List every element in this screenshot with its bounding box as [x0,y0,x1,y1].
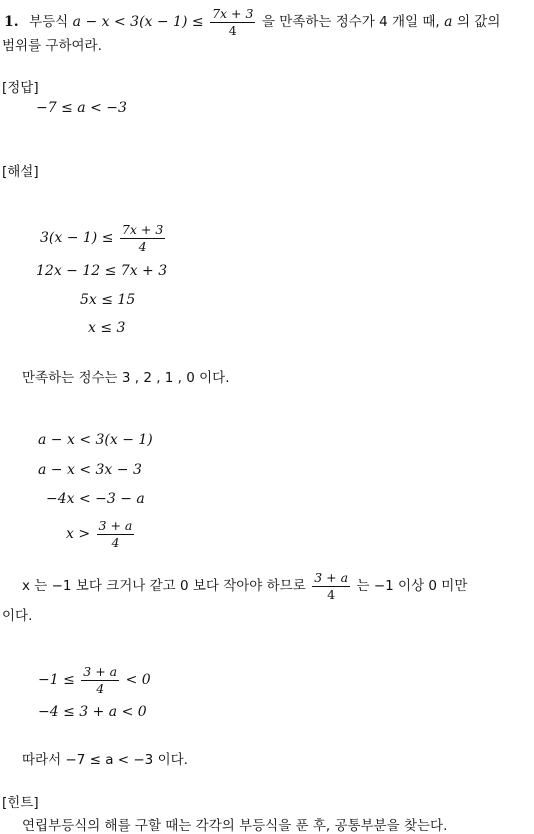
problem-line-2: 범위를 구하여라. [2,38,102,54]
solution-block3-line1 [38,660,151,700]
block3-line1-lhs: −1 ≤ [38,672,75,688]
block3-line1-rhs: < 0 [125,672,151,688]
condition-part2: 는 −1 이상 0 미만 [356,578,468,594]
block2-line4-frac-den: 4 [111,534,120,550]
problem-frac-den: 4 [228,22,237,38]
problem-inequality: a − x < 3(x − 1) ≤ [72,14,204,30]
solution-block2-line4 [66,514,136,554]
solution-block2-line2: a − x < 3x − 3 [38,462,142,478]
conclusion: 따라서 −7 ≤ a < −3 이다. [22,752,188,768]
condition-line-2: 이다. [2,608,33,624]
problem-fraction [210,7,255,36]
hint-text: 연립부등식의 해를 구할 때는 각각의 부등식을 푼 후, 공통부분을 찾는다. [22,818,448,834]
integers-sentence: 만족하는 정수는 3 , 2 , 1 , 0 이다. [22,370,230,386]
block2-line4-fraction [97,519,135,548]
condition-part1: x 는 −1 보다 크거나 같고 0 보다 작아야 하므로 [22,578,306,594]
block1-line1-frac-num: 7x + 3 [121,222,164,238]
problem-post2: 의 값의 [456,14,501,30]
solution-block1-line2: 12x − 12 ≤ 7x + 3 [36,263,168,279]
condition-frac-den: 4 [327,586,336,602]
solution-header: [해설] [2,164,39,180]
hint-header: [힌트] [2,795,39,811]
problem-frac-num: 7x + 3 [212,6,254,22]
condition-frac-num: 3 + a [314,570,349,586]
block3-line1-frac-num: 3 + a [83,664,118,680]
block1-line1-fraction [120,223,165,252]
block3-line1-frac-den: 4 [96,680,105,696]
solution-block2-line3: −4x < −3 − a [46,491,145,507]
block1-line1-frac-den: 4 [138,238,147,254]
condition-line-1 [22,568,467,604]
block2-line4-frac-num: 3 + a [98,518,133,534]
block1-line1-lhs: 3(x − 1) ≤ [40,230,114,246]
block3-line1-fraction [81,665,119,694]
answer-header: [정답] [2,80,39,96]
condition-fraction [312,571,350,600]
solution-block1-line4: x ≤ 3 [88,320,126,336]
problem-var-a: a [444,14,453,30]
problem-pre: 부등식 [29,14,69,30]
problem-post: 을 만족하는 정수가 4 개일 때, [261,14,440,30]
answer-value: −7 ≤ a < −3 [36,100,127,116]
block2-line4-lhs: x > [66,526,91,542]
solution-block2-line1: a − x < 3(x − 1) [38,432,153,448]
solution-block3-line2: −4 ≤ 3 + a < 0 [38,704,147,720]
solution-block1-line1 [40,218,167,258]
solution-block1-line3: 5x ≤ 15 [80,292,136,308]
problem-number: 1. [4,14,19,30]
